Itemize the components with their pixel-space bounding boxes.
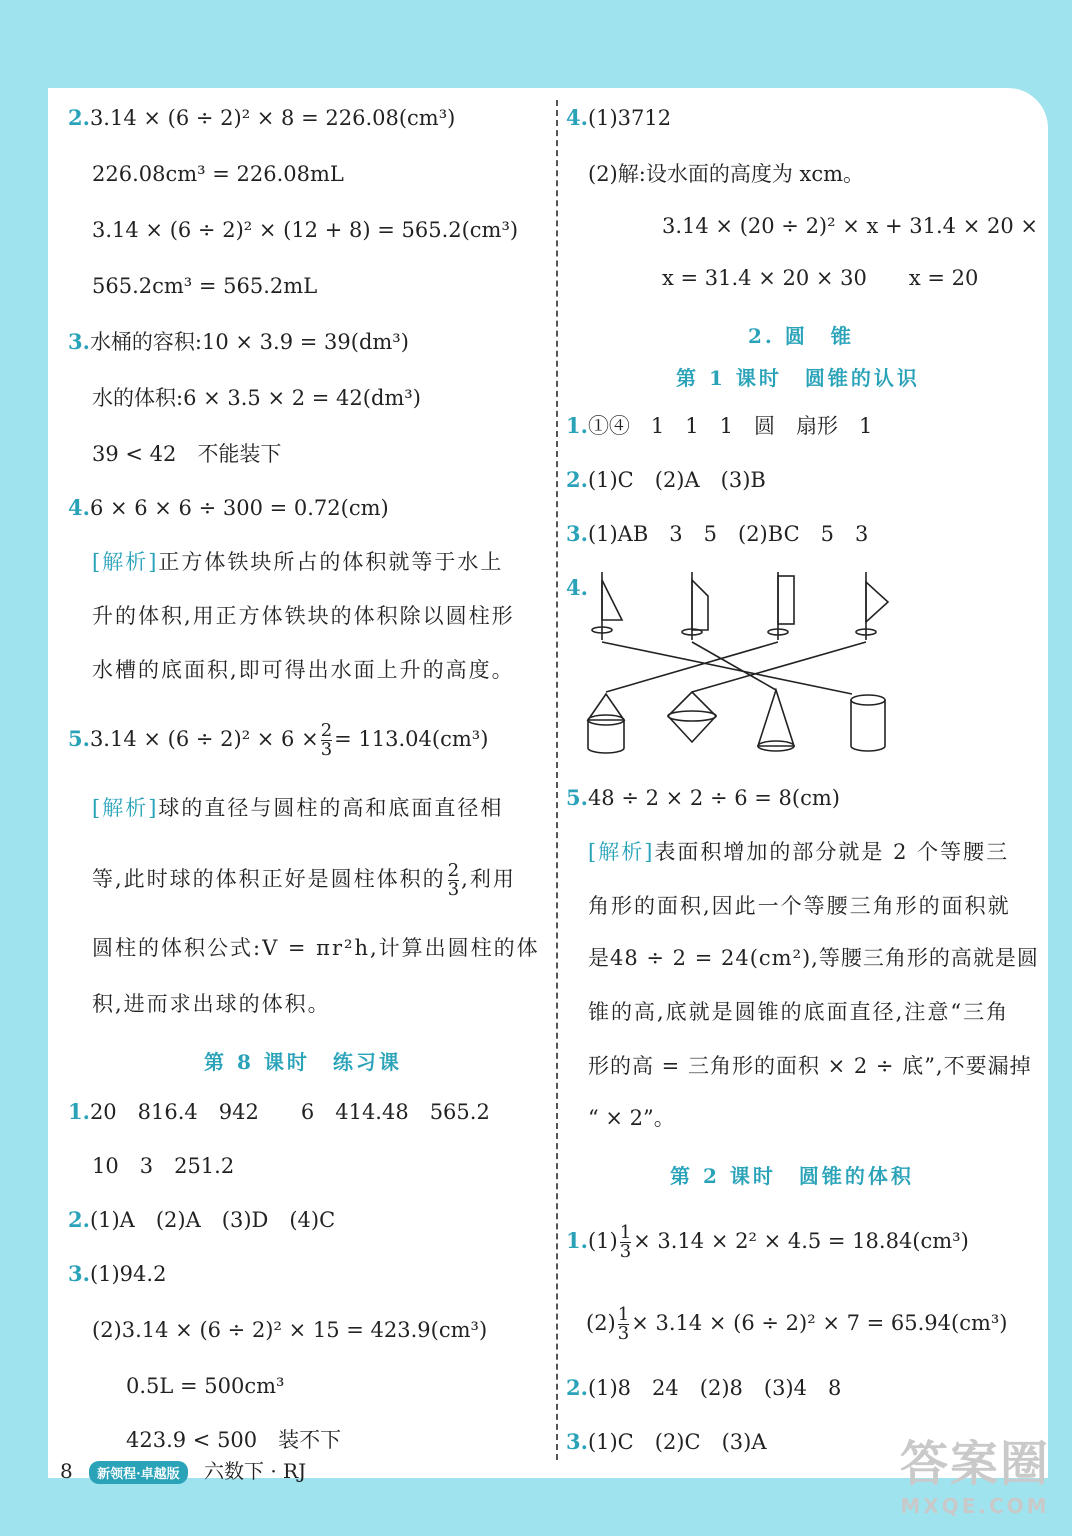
answer-line: x = 31.4 × 20 × 30 x = 20: [662, 266, 979, 290]
section-title: 第 2 课时 圆锥的体积: [670, 1164, 914, 1188]
answer-line: 4.(1)3712: [566, 105, 672, 130]
answer-line: 5.48 ÷ 2 × 2 ÷ 6 = 8(cm): [566, 785, 840, 810]
analysis-line: 等,此时球的体积正好是圆柱体积的 $\frac{2}{3}$ ,利用: [92, 860, 516, 900]
answer-line: 2.(1)C (2)A (3)B: [566, 467, 766, 492]
analysis-line: 角形的面积,因此一个等腰三角形的面积就: [588, 894, 1011, 918]
rotation-matching-diagram: [580, 568, 910, 760]
answer-line: 3.(1)C (2)C (3)A: [566, 1429, 767, 1454]
answer-line: 3.水桶的容积:10 × 3.9 = 39(dm³): [68, 329, 409, 354]
analysis-line: [解析]正方体铁块所占的体积就等于水上: [92, 550, 504, 574]
answer-line: (2) $\frac{1}{3}$ × 3.14 × (6 ÷ 2)² × 7 = 65.94(cm³): [586, 1304, 1008, 1344]
rectangle-shape-3: [768, 572, 794, 640]
answer-line: 423.9 < 500 装不下: [126, 1428, 342, 1452]
section-title: 第 8 课时 练习课: [204, 1050, 402, 1074]
answer-line: 0.5L = 500cm³: [126, 1374, 285, 1398]
page-number: 8: [60, 1459, 73, 1483]
double-cone-solid: [668, 692, 716, 742]
right-triangle-shape-1: [592, 572, 622, 640]
fraction: $\frac{2}{3}$: [320, 720, 333, 760]
analysis-line: 水槽的底面积,即可得出水面上升的高度。: [92, 658, 515, 682]
answer-line: 3.14 × (20 ÷ 2)² × x + 31.4 × 20 ×: [662, 214, 1038, 238]
watermark-logo: 答案圈 MXQE.COM: [899, 1436, 1050, 1518]
answer-line: 2.3.14 × (6 ÷ 2)² × 8 = 226.08(cm³): [68, 105, 456, 130]
answer-line: 39 < 42 不能装下: [92, 442, 282, 466]
fraction: $\frac{1}{3}$: [617, 1304, 630, 1344]
match-line: [692, 642, 776, 690]
answer-line: 2.(1)A (2)A (3)D (4)C: [68, 1207, 336, 1232]
analysis-line: 形的高 = 三角形的面积 × 2 ÷ 底”,不要漏掉: [588, 1054, 1032, 1078]
match-line: [602, 642, 852, 694]
fraction: $\frac{1}{3}$: [619, 1222, 632, 1262]
series-badge: 新领程·卓越版: [89, 1461, 188, 1484]
answer-line: 3.(1)AB 3 5 (2)BC 5 3: [566, 521, 869, 546]
analysis-line: 积,进而求出球的体积。: [92, 992, 331, 1016]
triangle-shape-4: [856, 572, 888, 640]
cone-solid: [758, 690, 794, 751]
section-title: 2. 圆 锥: [748, 324, 854, 348]
trapezoid-shape-2: [682, 572, 708, 640]
analysis-line: [解析]表面积增加的部分就是 2 个等腰三: [588, 840, 1010, 864]
answer-line: 1.①④ 1 1 1 圆 扇形 1: [566, 413, 873, 438]
book-title: 六数下 · RJ: [203, 1459, 307, 1483]
answer-line: 2.(1)8 24 (2)8 (3)4 8: [566, 1375, 842, 1400]
analysis-line: “ × 2”。: [588, 1106, 675, 1130]
analysis-line: [解析]球的直径与圆柱的高和底面直径相: [92, 796, 504, 820]
answer-line: 1.(1) $\frac{1}{3}$ × 3.14 × 2² × 4.5 = 18.84(cm³): [566, 1222, 969, 1262]
answer-line: 5.3.14 × (6 ÷ 2)² × 6 × $\frac{2}{3}$ = 113.04(cm³): [68, 720, 489, 760]
match-line: [692, 642, 866, 692]
answer-line: 4.: [566, 575, 588, 600]
section-title: 第 1 课时 圆锥的认识: [676, 366, 920, 390]
analysis-line: 锥的高,底就是圆锥的底面直径,注意“三角: [588, 1000, 1010, 1024]
page-footer: [60, 1455, 306, 1484]
answer-line: (2)3.14 × (6 ÷ 2)² × 15 = 423.9(cm³): [92, 1318, 488, 1342]
analysis-line: 升的体积,用正方体铁块的体积除以圆柱形: [92, 604, 515, 628]
fraction: $\frac{2}{3}$: [447, 860, 460, 900]
answer-line: 1.20 816.4 942 6 414.48 565.2: [68, 1099, 490, 1124]
answer-line: 565.2cm³ = 565.2mL: [92, 274, 318, 298]
analysis-line: 圆柱的体积公式:V = πr²h,计算出圆柱的体: [92, 936, 540, 960]
cylinder-solid: [851, 695, 885, 751]
answer-line: 3.(1)94.2: [68, 1261, 167, 1286]
cylinder-with-cone-solid: [588, 694, 624, 753]
answer-line: 226.08cm³ = 226.08mL: [92, 162, 344, 186]
match-line: [606, 642, 778, 692]
answer-line: 3.14 × (6 ÷ 2)² × (12 + 8) = 565.2(cm³): [92, 218, 519, 242]
answer-line: 10 3 251.2: [92, 1154, 235, 1178]
answer-line: 水的体积:6 × 3.5 × 2 = 42(dm³): [92, 386, 421, 410]
analysis-line: 是48 ÷ 2 = 24(cm²),等腰三角形的高就是圆: [588, 946, 1039, 970]
column-divider: [556, 100, 558, 1460]
answer-line: 4.6 × 6 × 6 ÷ 300 = 0.72(cm): [68, 495, 389, 520]
answer-line: (2)解:设水面的高度为 xcm。: [588, 162, 865, 186]
